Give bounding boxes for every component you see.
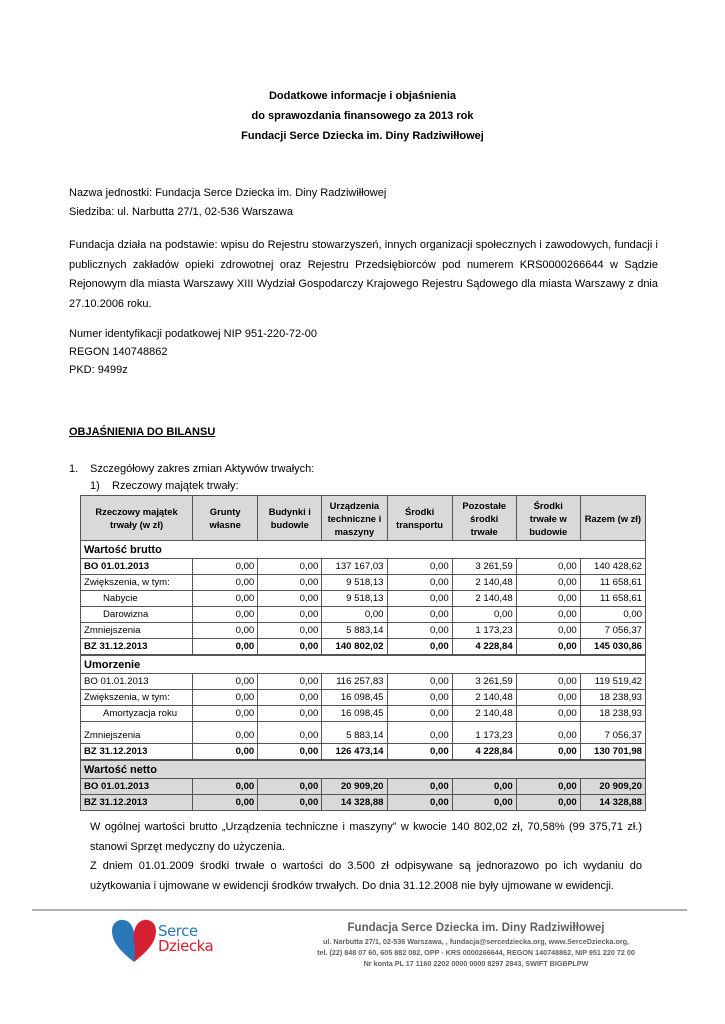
table-row [81,623,646,639]
list-number: 1) [90,480,100,492]
cell: 0,00 [193,722,258,744]
cell: 0,00 [387,706,452,722]
cell: 0,00 [193,706,258,722]
cell: 0,00 [258,706,322,722]
cell: 119 519,42 [580,674,645,690]
title-line-1: Dodatkowe informacje i objaśnienia [268,90,457,102]
cell: 116 257,83 [322,674,387,690]
cell: 0,00 [516,607,580,623]
cell: 0,00 [387,623,452,639]
cell: 0,00 [516,674,580,690]
row-label: BO 01.01.2013 [81,559,193,575]
cell: 18 238,93 [580,690,645,706]
cell: 5 883,14 [322,722,387,744]
cell: 0,00 [387,795,452,811]
document-title [0,86,725,146]
table-row [81,591,646,607]
column-header: Urządzenia techniczne i maszyny [322,496,387,541]
cell: 0,00 [193,575,258,591]
table-row [81,706,646,722]
cell: 0,00 [387,779,452,795]
cell: 3 261,59 [452,674,516,690]
table-row [81,690,646,706]
cell: 7 056,37 [580,623,645,639]
cell: 14 328,88 [322,795,387,811]
section-title: Wartość netto [81,760,646,779]
cell: 0,00 [516,744,580,761]
cell: 0,00 [516,639,580,656]
list-number: 1. [69,463,79,475]
cell: 1 173,23 [452,623,516,639]
foundation-logo [110,918,214,964]
cell: 3 261,59 [452,559,516,575]
cell: 1 173,23 [452,722,516,744]
cell: 0,00 [387,744,452,761]
footer-address-line: ul. Narbutta 27/1, 02-536 Warszawa, , fundacja@sercedziecka.org, www.SerceDziecka.org, [322,937,630,946]
cell: 0,00 [516,623,580,639]
section-title: Umorzenie [81,655,646,674]
cell: 0,00 [580,607,645,623]
row-label: Amortyzacja roku [81,706,193,722]
table-row [81,674,646,690]
cell: 0,00 [322,607,387,623]
title-line-3: Fundacji Serce Dziecka im. Diny Radziwiłłowej [241,130,484,142]
table-row [81,575,646,591]
section-title: Wartość brutto [81,541,646,559]
note-depreciation-policy: Z dniem 01.01.2009 środki trwałe o wartości do 3.500 zł odpisywane są jednorazowo po ich wydaniu do użytkowania i ujmowane w ewidencji środków trwałych. Do dnia 31.12.2008 nie były ujmowane w ewidencji. [90,860,642,892]
cell: 2 140,48 [452,591,516,607]
table-row-total [81,744,646,761]
cell: 4 228,84 [452,744,516,761]
cell: 0,00 [193,623,258,639]
footer-contact [262,920,690,969]
legal-basis-paragraph: Fundacja działa na podstawie: wpisu do Rejestru stowarzyszeń, innych organizacji społecznych i zawodowych, fundacji i publicznych zakładów opieki zdrowotnej oraz Rejestru Przedsiębiorców pod numerem KRS0000266644 w Sądzie Rejonowym dla miasta Warszawy XIII Wydział Gospodarczy Krajowego Rejestru Sądowego dla miasta Warszawy z dnia 27.10.2006 roku. [69,239,658,310]
cell: 0,00 [258,674,322,690]
section-row-brutto [81,541,646,559]
row-label: Nabycie [81,591,193,607]
cell: 0,00 [258,744,322,761]
cell: 0,00 [193,639,258,656]
title-line-2: do sprawozdania finansowego za 2013 rok [251,110,474,122]
column-header: Budynki i budowle [258,496,322,541]
cell: 20 909,20 [580,779,645,795]
cell: 18 238,93 [580,706,645,722]
column-header: Grunty własne [193,496,258,541]
cell: 0,00 [387,722,452,744]
cell: 0,00 [516,706,580,722]
cell: 20 909,20 [322,779,387,795]
pkd-code: PKD: 9499z [69,364,128,376]
cell: 0,00 [516,722,580,744]
cell: 0,00 [258,795,322,811]
cell: 0,00 [387,674,452,690]
nip-number: Numer identyfikacji podatkowej NIP 951-220-72-00 [69,328,318,340]
cell: 2 140,48 [452,706,516,722]
cell: 4 228,84 [452,639,516,656]
row-label: BO 01.01.2013 [81,674,193,690]
column-header: Rzeczowy majątek trwały (w zł) [81,496,193,541]
cell: 140 428,62 [580,559,645,575]
section-row-netto [81,760,646,779]
cell: 0,00 [387,591,452,607]
cell: 5 883,14 [322,623,387,639]
footer-registry-line: tel. (22) 848 07 60, 605 882 082, OPP - KRS 0000266644, REGON 140748862, NIP 951 220 72 00 [317,948,635,957]
cell: 0,00 [387,607,452,623]
section-heading: OBJAŚNIENIA DO BILANSU [69,426,216,438]
note-medical-equipment: W ogólnej wartości brutto „Urządzenia techniczne i maszyny” w kwocie 140 802,02 zł, 70,58% (99 375,71 zł.) stanowi Sprzęt medyczny do użyczenia. [90,821,642,853]
row-label: BZ 31.12.2013 [81,744,193,761]
cell: 0,00 [452,795,516,811]
cell: 2 140,48 [452,575,516,591]
cell: 0,00 [193,779,258,795]
logo-wordmark [158,924,213,954]
cell: 0,00 [258,559,322,575]
cell: 0,00 [258,575,322,591]
list-item [69,460,314,478]
row-label: Zwiększenia, w tym: [81,690,193,706]
cell: 0,00 [516,559,580,575]
cell: 0,00 [387,690,452,706]
cell: 7 056,37 [580,722,645,744]
cell: 0,00 [258,591,322,607]
regon-number: REGON 140748862 [69,346,168,358]
heart-icon [110,918,160,964]
cell: 0,00 [387,639,452,656]
cell: 11 658,61 [580,575,645,591]
fixed-assets-table [80,495,646,811]
column-header: Pozostałe środki trwałe [452,496,516,541]
cell: 0,00 [387,575,452,591]
list-text: Szczegółowy zakres zmian Aktywów trwałych: [90,463,315,475]
cell: 0,00 [193,690,258,706]
cell: 0,00 [193,795,258,811]
cell: 9 518,13 [322,591,387,607]
cell: 137 167,03 [322,559,387,575]
cell: 0,00 [258,639,322,656]
footer-title: Fundacja Serce Dziecka im. Diny Radziwiłłowej [347,922,605,934]
footer-bank-line: Nr konta PL 17 1160 2202 0000 0000 8297 2843, SWIFT BIGBPLPW [363,959,589,968]
cell: 16 098,45 [322,706,387,722]
logo-word-dziecka: Dziecka [158,937,214,955]
table-row-total [81,639,646,656]
cell: 0,00 [258,690,322,706]
cell: 0,00 [193,607,258,623]
cell: 11 658,61 [580,591,645,607]
table-row [81,559,646,575]
cell: 14 328,88 [580,795,645,811]
entity-seat: Siedziba: ul. Narbutta 27/1, 02-536 Warszawa [69,206,293,218]
cell: 0,00 [452,607,516,623]
table-row [81,722,646,744]
section-row-umorzenie [81,655,646,674]
cell: 2 140,48 [452,690,516,706]
cell: 0,00 [452,779,516,795]
sub-list-item [90,477,239,495]
row-label: Zwiększenia, w tym: [81,575,193,591]
cell: 140 802,02 [322,639,387,656]
table-header-row [81,496,646,541]
row-label: BZ 31.12.2013 [81,795,193,811]
cell: 0,00 [516,575,580,591]
cell: 0,00 [516,690,580,706]
row-label: Zmniejszenia [81,623,193,639]
footer-divider [32,909,687,911]
logo-word-serce: Serce [158,922,198,940]
cell: 0,00 [387,559,452,575]
cell: 0,00 [193,559,258,575]
cell: 0,00 [258,722,322,744]
cell: 0,00 [193,744,258,761]
cell: 16 098,45 [322,690,387,706]
column-header: Środki trwałe w budowie [516,496,580,541]
row-label: BO 01.01.2013 [81,779,193,795]
cell: 0,00 [516,779,580,795]
cell: 130 701,98 [580,744,645,761]
cell: 145 030,86 [580,639,645,656]
cell: 0,00 [258,779,322,795]
cell: 0,00 [258,607,322,623]
table-row [81,795,646,811]
table-row [81,607,646,623]
table-row [81,779,646,795]
list-text: Rzeczowy majątek trwały: [112,480,239,492]
row-label: Darowizna [81,607,193,623]
cell: 0,00 [193,591,258,607]
entity-name: Nazwa jednostki: Fundacja Serce Dziecka im. Diny Radziwiłłowej [69,187,387,199]
cell: 0,00 [516,795,580,811]
column-header: Razem (w zł) [580,496,645,541]
row-label: BZ 31.12.2013 [81,639,193,656]
cell: 0,00 [193,674,258,690]
cell: 0,00 [258,623,322,639]
cell: 126 473,14 [322,744,387,761]
column-header: Środki transportu [387,496,452,541]
row-label: Zmniejszenia [81,722,193,744]
cell: 9 518,13 [322,575,387,591]
cell: 0,00 [516,591,580,607]
